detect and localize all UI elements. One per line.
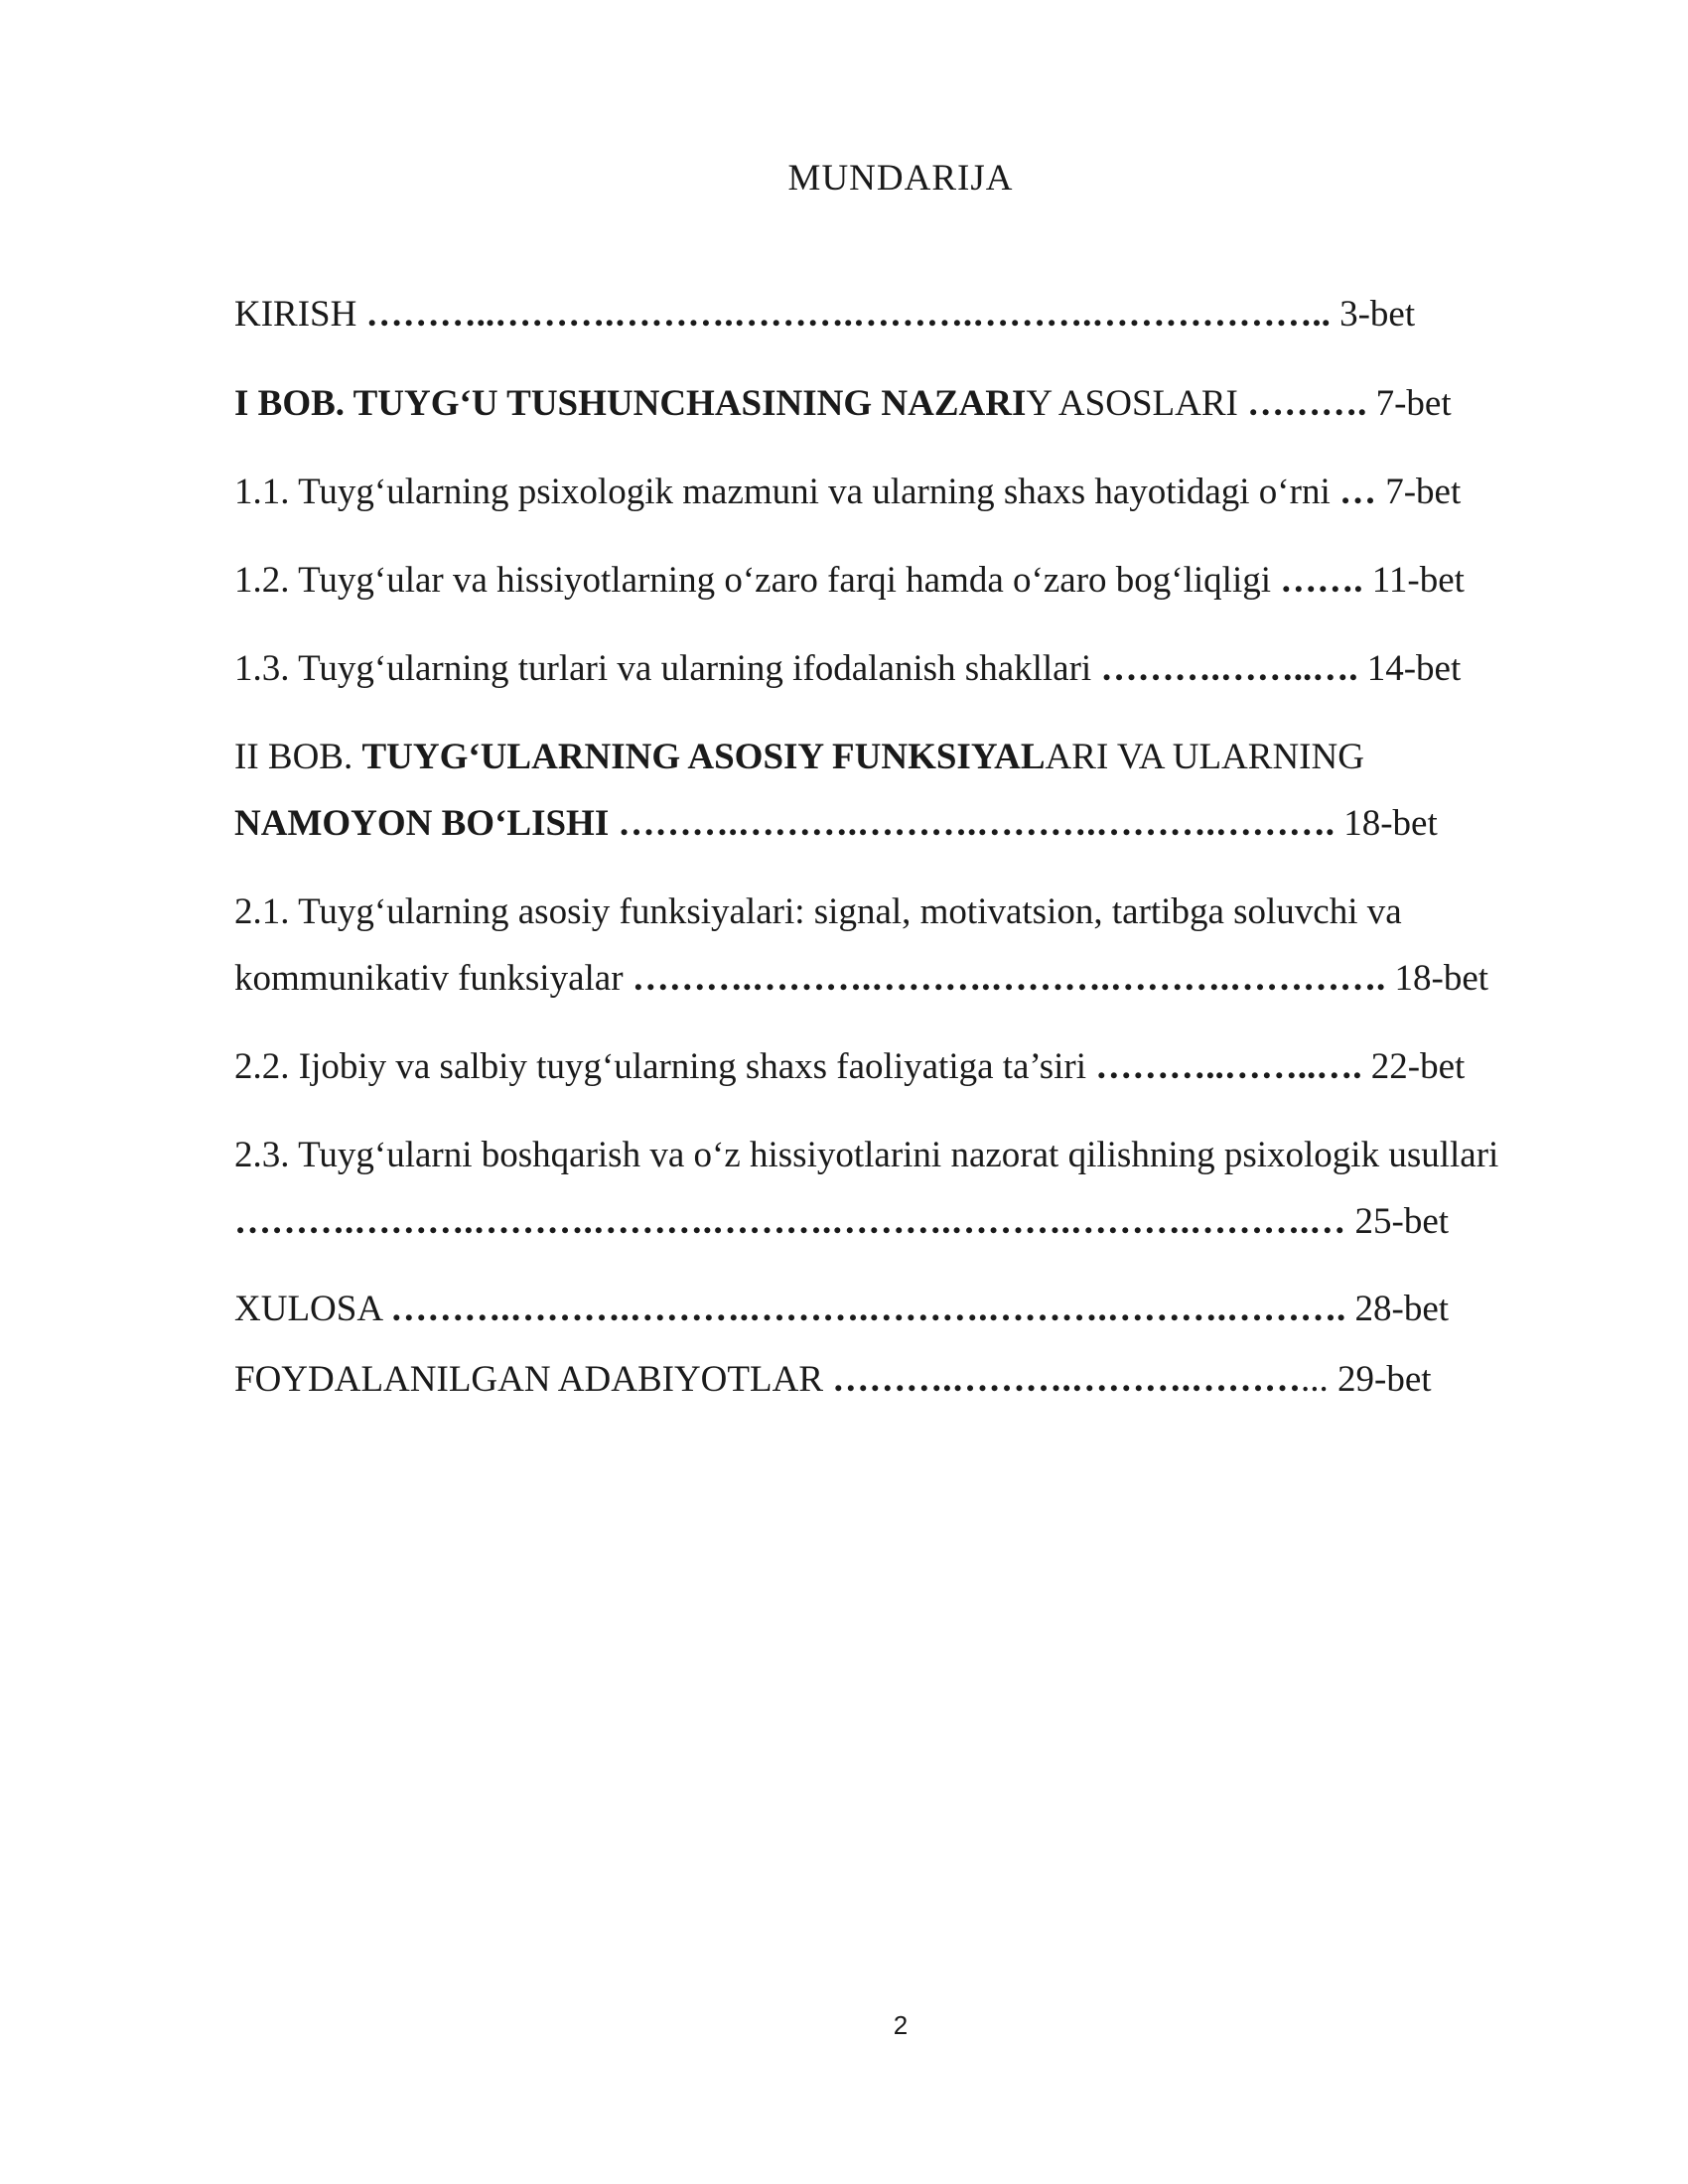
toc-dots: ……….……….……….……… bbox=[832, 1359, 1301, 1400]
toc-dots: ……….……….……….……….……….……….……….………. bbox=[390, 1289, 1346, 1329]
toc-page: 11-bet bbox=[1371, 560, 1465, 601]
toc-page: 29-bet bbox=[1337, 1359, 1432, 1400]
toc-entry-section-2-2[interactable] bbox=[234, 1048, 1465, 1085]
toc-label: 1.2. Tuyg‘ular va hissiyotlarning o‘zaro farqi hamda o‘zaro bog‘liqligi bbox=[234, 560, 1272, 601]
toc-dots: ……. bbox=[1280, 560, 1363, 601]
toc-dots-tail: ... bbox=[1301, 1359, 1329, 1400]
toc-page: 7-bet bbox=[1375, 383, 1452, 424]
toc-page: 14-bet bbox=[1366, 648, 1462, 689]
toc-entry-xulosa[interactable] bbox=[234, 1291, 1449, 1327]
toc-page: 25-bet bbox=[1354, 1201, 1450, 1242]
toc-label-rest: ARI VA ULARNING bbox=[1045, 737, 1364, 777]
toc-label-bold: TUYG‘ULARNING ASOSIY FUNKSIYAL bbox=[361, 737, 1046, 777]
toc-entry-adabiyotlar[interactable] bbox=[234, 1361, 1432, 1398]
toc-entry-chapter-2-line1[interactable] bbox=[234, 739, 1364, 775]
toc-dots: ……….……..…. bbox=[1100, 648, 1358, 689]
toc-entry-section-2-3-line1[interactable] bbox=[234, 1137, 1498, 1173]
toc-entry-section-2-1-line2[interactable] bbox=[234, 960, 1488, 997]
toc-label: XULOSA bbox=[234, 1289, 382, 1329]
page-title: MUNDARIJA bbox=[787, 158, 1014, 199]
toc-entry-kirish[interactable] bbox=[234, 296, 1415, 333]
toc-dots: ………..……..…. bbox=[1095, 1046, 1362, 1087]
toc-entry-section-2-3-line2[interactable] bbox=[234, 1203, 1449, 1240]
toc-entry-section-1-3[interactable] bbox=[234, 650, 1461, 687]
toc-label: kommunikativ funksiyalar bbox=[234, 958, 624, 999]
toc-page: 28-bet bbox=[1354, 1289, 1450, 1329]
toc-page: 7-bet bbox=[1385, 472, 1462, 512]
toc-dots: ……….……….……….……….……….…………. bbox=[632, 958, 1386, 999]
toc-prefix: II BOB. bbox=[234, 737, 353, 777]
toc-label-bold: I BOB. TUYG‘U TUSHUNCHASINING NAZARI bbox=[234, 383, 1027, 424]
toc-dots: ………. bbox=[1247, 383, 1367, 424]
toc-label-rest: Y ASOSLARI bbox=[1026, 383, 1238, 424]
toc-entry-chapter-1[interactable] bbox=[234, 385, 1452, 422]
toc-label: 2.3. Tuyg‘ularni boshqarish va o‘z hissiyotlarini nazorat qilishning psixologik usullari bbox=[234, 1135, 1499, 1175]
toc-entry-section-2-1-line1[interactable] bbox=[234, 893, 1402, 930]
toc-label: KIRISH bbox=[234, 294, 357, 335]
toc-dots: ……….……….……….……….……….………. bbox=[618, 803, 1335, 844]
toc-entry-section-1-2[interactable] bbox=[234, 562, 1465, 599]
toc-label: FOYDALANILGAN ADABIYOTLAR bbox=[234, 1359, 823, 1400]
toc-page: 22-bet bbox=[1370, 1046, 1466, 1087]
page-number: 2 bbox=[893, 2010, 909, 2040]
toc-page: 18-bet bbox=[1343, 803, 1438, 844]
toc-dots: … bbox=[1338, 472, 1376, 512]
toc-page: 18-bet bbox=[1394, 958, 1489, 999]
toc-entry-chapter-2-line2[interactable] bbox=[234, 805, 1438, 842]
toc-label: 2.2. Ijobiy va salbiy tuyg‘ularning shaxs faoliyatiga ta’siri bbox=[234, 1046, 1087, 1087]
toc-label: 1.1. Tuyg‘ularning psixologik mazmuni va ularning shaxs hayotidagi o‘rni bbox=[234, 472, 1331, 512]
toc-entry-section-1-1[interactable] bbox=[234, 474, 1461, 510]
toc-dots: ………..……….……….……….……….……….……………….. bbox=[365, 294, 1331, 335]
toc-label: 1.3. Tuyg‘ularning turlari va ularning ifodalanish shakllari bbox=[234, 648, 1092, 689]
toc-label-bold: NAMOYON BO‘LISHI bbox=[234, 803, 610, 844]
toc-page: 3-bet bbox=[1339, 294, 1416, 335]
toc-dots: ……….……….……….……….……….……….……….……….……….… bbox=[234, 1201, 1346, 1242]
toc-label: 2.1. Tuyg‘ularning asosiy funksiyalari: signal, motivatsion, tartibga soluvchi va bbox=[234, 891, 1402, 932]
